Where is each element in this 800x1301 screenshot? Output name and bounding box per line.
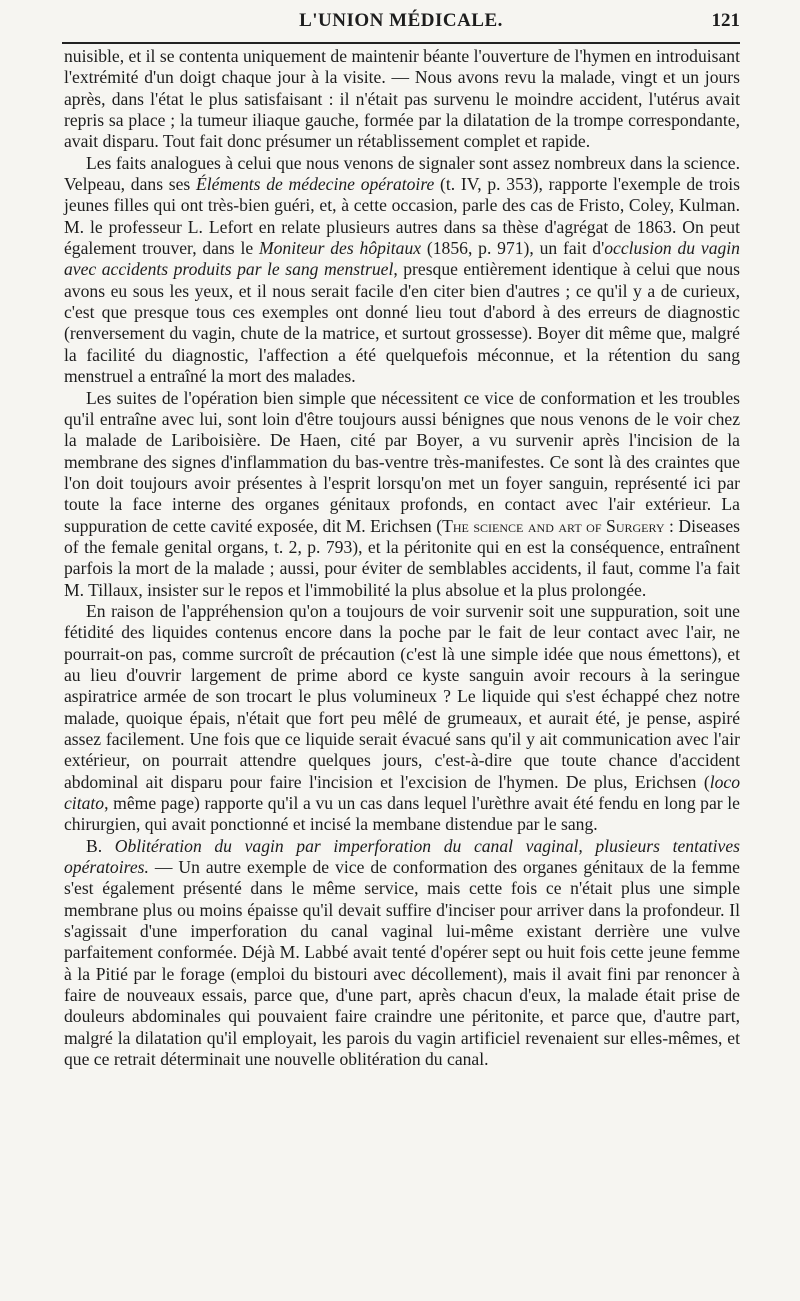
paragraph-2-text-e: (1856, p. 971), un fait d' <box>421 238 605 259</box>
section-b <box>64 836 740 1071</box>
paragraph-3-text-c: : Diseases of the female genital organs, t. 2, p. 793), et la péritonite qui en est la conséquence, entraînent parfois la mort de la malade ; aussi, pour éviter de semblables accidents, il faut, comme l'a fait M. Tillaux, insister sur le repos et l'immobilité la plus absolue et la plus prolongée. <box>64 515 740 600</box>
header-rule <box>62 42 740 44</box>
running-title: L'UNION MÉDICALE. <box>299 10 503 31</box>
paragraph-2-text-c: (t. IV, p. 353), rapporte l'exemple de trois jeunes filles qui ont très-bien guéri, et, à cette occasion, parle des cas de Fristo, Coley, Kulman. M. le professeur L. Lefort en relate plusieurs autres dans sa thèse d'agrégat de 1863. On peut également trouver, dans le <box>64 174 740 259</box>
paragraph-3 <box>64 388 740 601</box>
article-body <box>64 46 740 1071</box>
paragraph-2-text-g: , presque entièrement identique à celui que nous avons eu sous les yeux, et il nous serait facile d'en citer bien d'autres ; ce qu'il y a de curieux, c'est que presque tous ces exemples ont donné lieu tout d'abord à des erreurs de diagnostic (renversement du vagin, chute de la matrice, et surtout grossesse). Boyer dit même que, malgré la facilité du diagnostic, l'affection a été quelquefois méconnue, et la rétention du sang menstruel a entraîné la mort des malades. <box>64 259 740 387</box>
loco-citato: loco citato <box>64 771 740 814</box>
page-number: 121 <box>711 10 740 31</box>
section-b-title: Oblitération du vagin par imperforation du canal vaginal, plusieurs tentatives opératoires. <box>64 835 740 878</box>
journal-title-moniteur: Moniteur des hôpitaux <box>258 238 422 259</box>
case-title-occlusion: occlusion du vagin avec accidents produits par le sang menstruel <box>64 238 740 280</box>
book-title-velpeau: Éléments de médecine opératoire <box>196 174 435 195</box>
paragraph-2 <box>64 153 740 388</box>
paragraph-4-text-a: En raison de l'appréhension qu'on a toujours de voir survenir soit une suppuration, soit une fétidité des liquides contenus encore dans la poche par le fait de leur contact avec l'air, ne pourrait-on pas, comme surcroît de précaution (c'est là une simple idée que nous émettons), et au lieu d'ouvrir largement de prime abord ce kyste sanguin avoir recours à la seringue aspiratrice armée de son trocart le plus volumineux ? Le liquide qui s'est échappé chez notre malade, quoique épais, n'était que fort peu mêlé de grumeaux, et aurait été, je pense, aspiré assez facilement. Une fois que ce liquide serait évacué sans qu'il y ait communication avec l'air extérieur, on pourrait attendre quelques jours, c'est-à-dire que toute chance d'accident abdominal ait disparu pour faire l'incision et l'excision de l'hymen. De plus, Erichsen ( <box>64 600 740 792</box>
paragraph-3-text-a: Les suites de l'opération bien simple que nécessitent ce vice de conformation et les troubles qu'il entraîne avec lui, sont loin d'être toujours aussi bénignes que nous venons de le voir chez la malade de Lariboisière. De Haen, cité par Boyer, a vu survenir après l'incision de la membrane des signes d'inflammation du bas-ventre très-manifestes. Ce sont là des craintes que l'on doit toujours avoir présentes à l'esprit lorsqu'on met un foyer sanguin, représenté ici par toute la face interne des organes génitaux profonds, en contact avec l'air extérieur. La suppuration de cette cavité exposée, dit M. Erichsen ( <box>64 387 740 536</box>
paragraph-4 <box>64 601 740 836</box>
section-b-text: — Un autre exemple de vice de conformation des organes génitaux de la femme s'est également présenté dans le même service, mais cette fois ce n'était plus une simple membrane plus ou moins épaisse qu'il devait suffire d'inciser pour arriver dans la profondeur. Il s'agissait d'une imperforation du canal vaginal lui-même existant derrière une vulve parfaitement conformée. Déjà M. Labbé avait tenté d'opérer sept ou huit fois cette jeune femme à la Pitié par le forage (emploi du bistouri avec décollement), mais il avait fini par renoncer à faire de nouveaux essais, parce que, d'une part, après chacun d'eux, la malade était prise de douleurs abdominales qui pouvaient faire craindre une péritonite, et parce que, d'autre part, malgré la dilatation qu'il employait, les parois du vagin artificiel revenaient sur elles-mêmes, et que ce retrait déterminait une nouvelle oblitération du canal. <box>64 857 740 1070</box>
paragraph-4-text-c: , même page) rapporte qu'il a vu un cas dans lequel l'urèthre avait été fendu en long par le chirurgien, qui avait ponctionné et incisé la membane distendue par le sang. <box>64 793 740 835</box>
paragraph-2-text-a: Les faits analogues à celui que nous venons de signaler sont assez nombreux dans la science. Velpeau, dans ses <box>64 152 740 195</box>
page-header <box>62 8 740 38</box>
book-title-erichsen: The science and art of Surgery <box>442 515 665 536</box>
paragraph-1: nuisible, et il se contenta uniquement de maintenir béante l'ouverture de l'hymen en introduisant l'extrémité d'un doigt chaque jour à la visite. — Nous avons revu la malade, vingt et un jours après, dans l'état le plus satisfaisant : il n'était pas survenu le moindre accident, l'utérus avait repris sa place ; la tumeur iliaque gauche, formée par la dilatation de la trompe correspondante, avait disparu. Tout fait donc présumer un rétablissement complet et rapide. <box>64 46 740 152</box>
section-b-label: B. <box>86 835 103 856</box>
